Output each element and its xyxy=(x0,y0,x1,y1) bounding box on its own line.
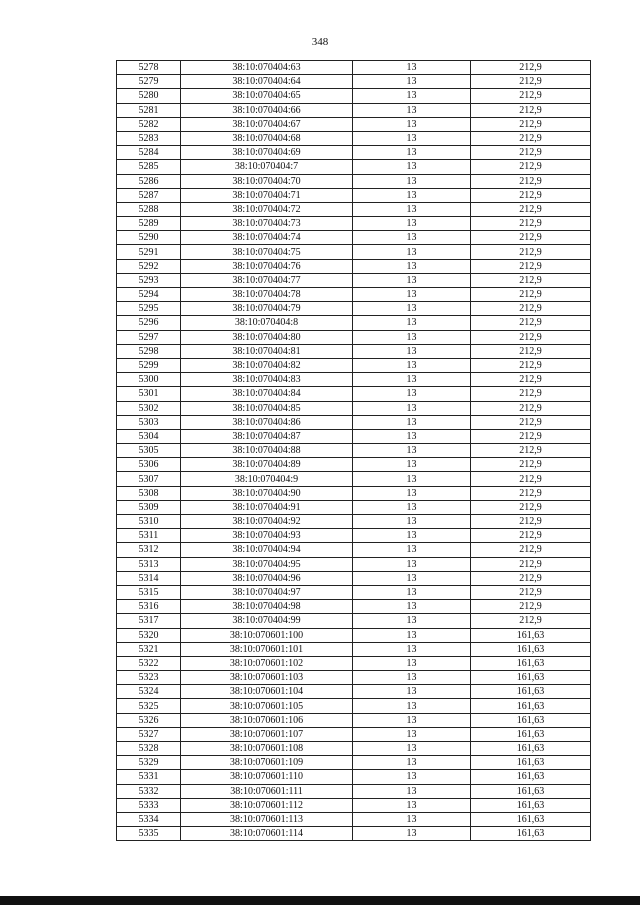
value-cell: 161,63 xyxy=(471,642,591,656)
value-cell: 212,9 xyxy=(471,174,591,188)
registry-table xyxy=(116,60,591,841)
category-cell: 13 xyxy=(353,202,471,216)
category-cell: 13 xyxy=(353,557,471,571)
value-cell: 212,9 xyxy=(471,202,591,216)
cadastral-number-cell: 38:10:070404:77 xyxy=(181,273,353,287)
row-number-cell: 5312 xyxy=(117,543,181,557)
category-cell: 13 xyxy=(353,373,471,387)
value-cell: 212,9 xyxy=(471,259,591,273)
table-row xyxy=(117,415,591,429)
value-cell: 212,9 xyxy=(471,373,591,387)
cadastral-number-cell: 38:10:070404:82 xyxy=(181,358,353,372)
cadastral-number-cell: 38:10:070404:99 xyxy=(181,614,353,628)
table-row xyxy=(117,387,591,401)
value-cell: 212,9 xyxy=(471,330,591,344)
value-cell: 212,9 xyxy=(471,160,591,174)
table-row xyxy=(117,75,591,89)
row-number-cell: 5281 xyxy=(117,103,181,117)
table-row xyxy=(117,614,591,628)
value-cell: 212,9 xyxy=(471,585,591,599)
value-cell: 161,63 xyxy=(471,671,591,685)
value-cell: 161,63 xyxy=(471,770,591,784)
value-cell: 212,9 xyxy=(471,571,591,585)
table-row xyxy=(117,231,591,245)
table-row xyxy=(117,685,591,699)
cadastral-number-cell: 38:10:070404:86 xyxy=(181,415,353,429)
category-cell: 13 xyxy=(353,160,471,174)
cadastral-number-cell: 38:10:070404:92 xyxy=(181,515,353,529)
category-cell: 13 xyxy=(353,742,471,756)
row-number-cell: 5286 xyxy=(117,174,181,188)
row-number-cell: 5287 xyxy=(117,188,181,202)
cadastral-number-cell: 38:10:070601:113 xyxy=(181,812,353,826)
cadastral-number-cell: 38:10:070404:70 xyxy=(181,174,353,188)
category-cell: 13 xyxy=(353,458,471,472)
value-cell: 212,9 xyxy=(471,557,591,571)
category-cell: 13 xyxy=(353,713,471,727)
row-number-cell: 5303 xyxy=(117,415,181,429)
value-cell: 212,9 xyxy=(471,188,591,202)
row-number-cell: 5283 xyxy=(117,131,181,145)
cadastral-number-cell: 38:10:070404:95 xyxy=(181,557,353,571)
value-cell: 212,9 xyxy=(471,61,591,75)
value-cell: 161,63 xyxy=(471,628,591,642)
category-cell: 13 xyxy=(353,571,471,585)
table-row xyxy=(117,458,591,472)
table-row xyxy=(117,600,591,614)
row-number-cell: 5313 xyxy=(117,557,181,571)
table-row xyxy=(117,543,591,557)
table-row xyxy=(117,429,591,443)
value-cell: 212,9 xyxy=(471,429,591,443)
table-row xyxy=(117,131,591,145)
category-cell: 13 xyxy=(353,131,471,145)
category-cell: 13 xyxy=(353,515,471,529)
value-cell: 212,9 xyxy=(471,117,591,131)
cadastral-number-cell: 38:10:070404:81 xyxy=(181,344,353,358)
row-number-cell: 5306 xyxy=(117,458,181,472)
value-cell: 212,9 xyxy=(471,415,591,429)
value-cell: 212,9 xyxy=(471,444,591,458)
row-number-cell: 5307 xyxy=(117,472,181,486)
table-row xyxy=(117,756,591,770)
cadastral-number-cell: 38:10:070601:104 xyxy=(181,685,353,699)
category-cell: 13 xyxy=(353,316,471,330)
value-cell: 212,9 xyxy=(471,288,591,302)
cadastral-number-cell: 38:10:070404:73 xyxy=(181,217,353,231)
table-row xyxy=(117,401,591,415)
cadastral-number-cell: 38:10:070404:72 xyxy=(181,202,353,216)
row-number-cell: 5285 xyxy=(117,160,181,174)
row-number-cell: 5305 xyxy=(117,444,181,458)
value-cell: 161,63 xyxy=(471,699,591,713)
category-cell: 13 xyxy=(353,174,471,188)
value-cell: 212,9 xyxy=(471,103,591,117)
row-number-cell: 5280 xyxy=(117,89,181,103)
cadastral-number-cell: 38:10:070404:97 xyxy=(181,585,353,599)
value-cell: 212,9 xyxy=(471,600,591,614)
table-row xyxy=(117,798,591,812)
category-cell: 13 xyxy=(353,146,471,160)
table-row xyxy=(117,202,591,216)
cadastral-number-cell: 38:10:070404:68 xyxy=(181,131,353,145)
cadastral-number-cell: 38:10:070601:100 xyxy=(181,628,353,642)
value-cell: 212,9 xyxy=(471,614,591,628)
row-number-cell: 5298 xyxy=(117,344,181,358)
table-row xyxy=(117,288,591,302)
category-cell: 13 xyxy=(353,401,471,415)
category-cell: 13 xyxy=(353,543,471,557)
category-cell: 13 xyxy=(353,344,471,358)
cadastral-number-cell: 38:10:070601:107 xyxy=(181,727,353,741)
row-number-cell: 5301 xyxy=(117,387,181,401)
category-cell: 13 xyxy=(353,585,471,599)
category-cell: 13 xyxy=(353,75,471,89)
cadastral-number-cell: 38:10:070404:96 xyxy=(181,571,353,585)
category-cell: 13 xyxy=(353,756,471,770)
cadastral-number-cell: 38:10:070404:83 xyxy=(181,373,353,387)
row-number-cell: 5326 xyxy=(117,713,181,727)
table-row xyxy=(117,61,591,75)
cadastral-number-cell: 38:10:070601:112 xyxy=(181,798,353,812)
cadastral-number-cell: 38:10:070404:88 xyxy=(181,444,353,458)
table-row xyxy=(117,727,591,741)
cadastral-number-cell: 38:10:070404:63 xyxy=(181,61,353,75)
scan-edge xyxy=(0,896,640,905)
value-cell: 212,9 xyxy=(471,401,591,415)
row-number-cell: 5333 xyxy=(117,798,181,812)
category-cell: 13 xyxy=(353,656,471,670)
category-cell: 13 xyxy=(353,600,471,614)
value-cell: 161,63 xyxy=(471,685,591,699)
value-cell: 212,9 xyxy=(471,529,591,543)
row-number-cell: 5291 xyxy=(117,245,181,259)
category-cell: 13 xyxy=(353,358,471,372)
table-row xyxy=(117,713,591,727)
value-cell: 212,9 xyxy=(471,89,591,103)
row-number-cell: 5290 xyxy=(117,231,181,245)
cadastral-number-cell: 38:10:070404:91 xyxy=(181,500,353,514)
value-cell: 161,63 xyxy=(471,798,591,812)
row-number-cell: 5331 xyxy=(117,770,181,784)
cadastral-number-cell: 38:10:070404:84 xyxy=(181,387,353,401)
row-number-cell: 5304 xyxy=(117,429,181,443)
row-number-cell: 5334 xyxy=(117,812,181,826)
cadastral-number-cell: 38:10:070601:105 xyxy=(181,699,353,713)
value-cell: 161,63 xyxy=(471,812,591,826)
category-cell: 13 xyxy=(353,429,471,443)
category-cell: 13 xyxy=(353,699,471,713)
registry-table-body xyxy=(117,61,591,841)
value-cell: 212,9 xyxy=(471,75,591,89)
value-cell: 212,9 xyxy=(471,486,591,500)
value-cell: 161,63 xyxy=(471,756,591,770)
row-number-cell: 5279 xyxy=(117,75,181,89)
table-row xyxy=(117,174,591,188)
table-row xyxy=(117,316,591,330)
cadastral-number-cell: 38:10:070404:87 xyxy=(181,429,353,443)
category-cell: 13 xyxy=(353,89,471,103)
cadastral-number-cell: 38:10:070404:8 xyxy=(181,316,353,330)
cadastral-number-cell: 38:10:070404:71 xyxy=(181,188,353,202)
cadastral-number-cell: 38:10:070404:65 xyxy=(181,89,353,103)
category-cell: 13 xyxy=(353,259,471,273)
table-row xyxy=(117,273,591,287)
cadastral-number-cell: 38:10:070404:75 xyxy=(181,245,353,259)
value-cell: 212,9 xyxy=(471,231,591,245)
table-row xyxy=(117,330,591,344)
cadastral-number-cell: 38:10:070404:79 xyxy=(181,302,353,316)
value-cell: 212,9 xyxy=(471,387,591,401)
value-cell: 212,9 xyxy=(471,500,591,514)
cadastral-number-cell: 38:10:070404:80 xyxy=(181,330,353,344)
cadastral-number-cell: 38:10:070601:114 xyxy=(181,827,353,841)
cadastral-number-cell: 38:10:070601:103 xyxy=(181,671,353,685)
category-cell: 13 xyxy=(353,103,471,117)
category-cell: 13 xyxy=(353,188,471,202)
value-cell: 212,9 xyxy=(471,146,591,160)
value-cell: 161,63 xyxy=(471,713,591,727)
value-cell: 212,9 xyxy=(471,273,591,287)
category-cell: 13 xyxy=(353,415,471,429)
value-cell: 161,63 xyxy=(471,742,591,756)
table-row xyxy=(117,89,591,103)
category-cell: 13 xyxy=(353,486,471,500)
category-cell: 13 xyxy=(353,812,471,826)
table-row xyxy=(117,146,591,160)
row-number-cell: 5335 xyxy=(117,827,181,841)
table-row xyxy=(117,656,591,670)
category-cell: 13 xyxy=(353,784,471,798)
value-cell: 212,9 xyxy=(471,245,591,259)
table-row xyxy=(117,742,591,756)
row-number-cell: 5323 xyxy=(117,671,181,685)
cadastral-number-cell: 38:10:070404:93 xyxy=(181,529,353,543)
row-number-cell: 5327 xyxy=(117,727,181,741)
category-cell: 13 xyxy=(353,245,471,259)
table-row xyxy=(117,770,591,784)
table-row xyxy=(117,671,591,685)
row-number-cell: 5314 xyxy=(117,571,181,585)
table-row xyxy=(117,515,591,529)
table-row xyxy=(117,642,591,656)
table-row xyxy=(117,103,591,117)
category-cell: 13 xyxy=(353,628,471,642)
table-row xyxy=(117,188,591,202)
cadastral-number-cell: 38:10:070601:101 xyxy=(181,642,353,656)
table-row xyxy=(117,302,591,316)
row-number-cell: 5311 xyxy=(117,529,181,543)
row-number-cell: 5295 xyxy=(117,302,181,316)
table-row xyxy=(117,160,591,174)
table-row xyxy=(117,585,591,599)
category-cell: 13 xyxy=(353,330,471,344)
cadastral-number-cell: 38:10:070404:78 xyxy=(181,288,353,302)
value-cell: 212,9 xyxy=(471,344,591,358)
row-number-cell: 5299 xyxy=(117,358,181,372)
cadastral-number-cell: 38:10:070404:64 xyxy=(181,75,353,89)
row-number-cell: 5284 xyxy=(117,146,181,160)
cadastral-number-cell: 38:10:070404:9 xyxy=(181,472,353,486)
row-number-cell: 5321 xyxy=(117,642,181,656)
category-cell: 13 xyxy=(353,472,471,486)
value-cell: 212,9 xyxy=(471,515,591,529)
row-number-cell: 5300 xyxy=(117,373,181,387)
category-cell: 13 xyxy=(353,827,471,841)
category-cell: 13 xyxy=(353,671,471,685)
row-number-cell: 5288 xyxy=(117,202,181,216)
cadastral-number-cell: 38:10:070404:76 xyxy=(181,259,353,273)
table-row xyxy=(117,500,591,514)
table-row xyxy=(117,529,591,543)
cadastral-number-cell: 38:10:070601:111 xyxy=(181,784,353,798)
category-cell: 13 xyxy=(353,500,471,514)
row-number-cell: 5294 xyxy=(117,288,181,302)
row-number-cell: 5297 xyxy=(117,330,181,344)
row-number-cell: 5308 xyxy=(117,486,181,500)
cadastral-number-cell: 38:10:070404:67 xyxy=(181,117,353,131)
row-number-cell: 5324 xyxy=(117,685,181,699)
row-number-cell: 5332 xyxy=(117,784,181,798)
table-row xyxy=(117,117,591,131)
table-row xyxy=(117,557,591,571)
table-row xyxy=(117,358,591,372)
row-number-cell: 5325 xyxy=(117,699,181,713)
value-cell: 161,63 xyxy=(471,727,591,741)
table-row xyxy=(117,217,591,231)
row-number-cell: 5317 xyxy=(117,614,181,628)
value-cell: 212,9 xyxy=(471,217,591,231)
row-number-cell: 5296 xyxy=(117,316,181,330)
table-row xyxy=(117,628,591,642)
row-number-cell: 5315 xyxy=(117,585,181,599)
table-row xyxy=(117,344,591,358)
table-row xyxy=(117,812,591,826)
category-cell: 13 xyxy=(353,302,471,316)
row-number-cell: 5292 xyxy=(117,259,181,273)
row-number-cell: 5289 xyxy=(117,217,181,231)
cadastral-number-cell: 38:10:070404:69 xyxy=(181,146,353,160)
value-cell: 212,9 xyxy=(471,316,591,330)
page-number: 348 xyxy=(311,36,329,48)
table-row xyxy=(117,245,591,259)
value-cell: 212,9 xyxy=(471,358,591,372)
category-cell: 13 xyxy=(353,217,471,231)
cadastral-number-cell: 38:10:070404:85 xyxy=(181,401,353,415)
category-cell: 13 xyxy=(353,614,471,628)
cadastral-number-cell: 38:10:070404:98 xyxy=(181,600,353,614)
row-number-cell: 5329 xyxy=(117,756,181,770)
cadastral-number-cell: 38:10:070404:74 xyxy=(181,231,353,245)
row-number-cell: 5310 xyxy=(117,515,181,529)
row-number-cell: 5322 xyxy=(117,656,181,670)
row-number-cell: 5302 xyxy=(117,401,181,415)
value-cell: 212,9 xyxy=(471,458,591,472)
cadastral-number-cell: 38:10:070404:89 xyxy=(181,458,353,472)
row-number-cell: 5320 xyxy=(117,628,181,642)
row-number-cell: 5278 xyxy=(117,61,181,75)
cadastral-number-cell: 38:10:070601:102 xyxy=(181,656,353,670)
category-cell: 13 xyxy=(353,685,471,699)
category-cell: 13 xyxy=(353,61,471,75)
category-cell: 13 xyxy=(353,444,471,458)
row-number-cell: 5316 xyxy=(117,600,181,614)
table-row xyxy=(117,444,591,458)
category-cell: 13 xyxy=(353,642,471,656)
category-cell: 13 xyxy=(353,798,471,812)
row-number-cell: 5309 xyxy=(117,500,181,514)
table-row xyxy=(117,472,591,486)
category-cell: 13 xyxy=(353,231,471,245)
row-number-cell: 5293 xyxy=(117,273,181,287)
table-row xyxy=(117,699,591,713)
category-cell: 13 xyxy=(353,529,471,543)
table-row xyxy=(117,486,591,500)
table-row xyxy=(117,784,591,798)
table-row xyxy=(117,373,591,387)
category-cell: 13 xyxy=(353,727,471,741)
table-row xyxy=(117,827,591,841)
category-cell: 13 xyxy=(353,770,471,784)
row-number-cell: 5328 xyxy=(117,742,181,756)
category-cell: 13 xyxy=(353,273,471,287)
category-cell: 13 xyxy=(353,387,471,401)
cadastral-number-cell: 38:10:070601:109 xyxy=(181,756,353,770)
value-cell: 161,63 xyxy=(471,656,591,670)
category-cell: 13 xyxy=(353,288,471,302)
value-cell: 161,63 xyxy=(471,784,591,798)
value-cell: 212,9 xyxy=(471,302,591,316)
value-cell: 212,9 xyxy=(471,131,591,145)
value-cell: 161,63 xyxy=(471,827,591,841)
value-cell: 212,9 xyxy=(471,472,591,486)
category-cell: 13 xyxy=(353,117,471,131)
cadastral-number-cell: 38:10:070404:94 xyxy=(181,543,353,557)
row-number-cell: 5282 xyxy=(117,117,181,131)
value-cell: 212,9 xyxy=(471,543,591,557)
table-row xyxy=(117,571,591,585)
cadastral-number-cell: 38:10:070404:7 xyxy=(181,160,353,174)
cadastral-number-cell: 38:10:070404:90 xyxy=(181,486,353,500)
cadastral-number-cell: 38:10:070601:110 xyxy=(181,770,353,784)
cadastral-number-cell: 38:10:070601:108 xyxy=(181,742,353,756)
table-row xyxy=(117,259,591,273)
cadastral-number-cell: 38:10:070601:106 xyxy=(181,713,353,727)
cadastral-number-cell: 38:10:070404:66 xyxy=(181,103,353,117)
